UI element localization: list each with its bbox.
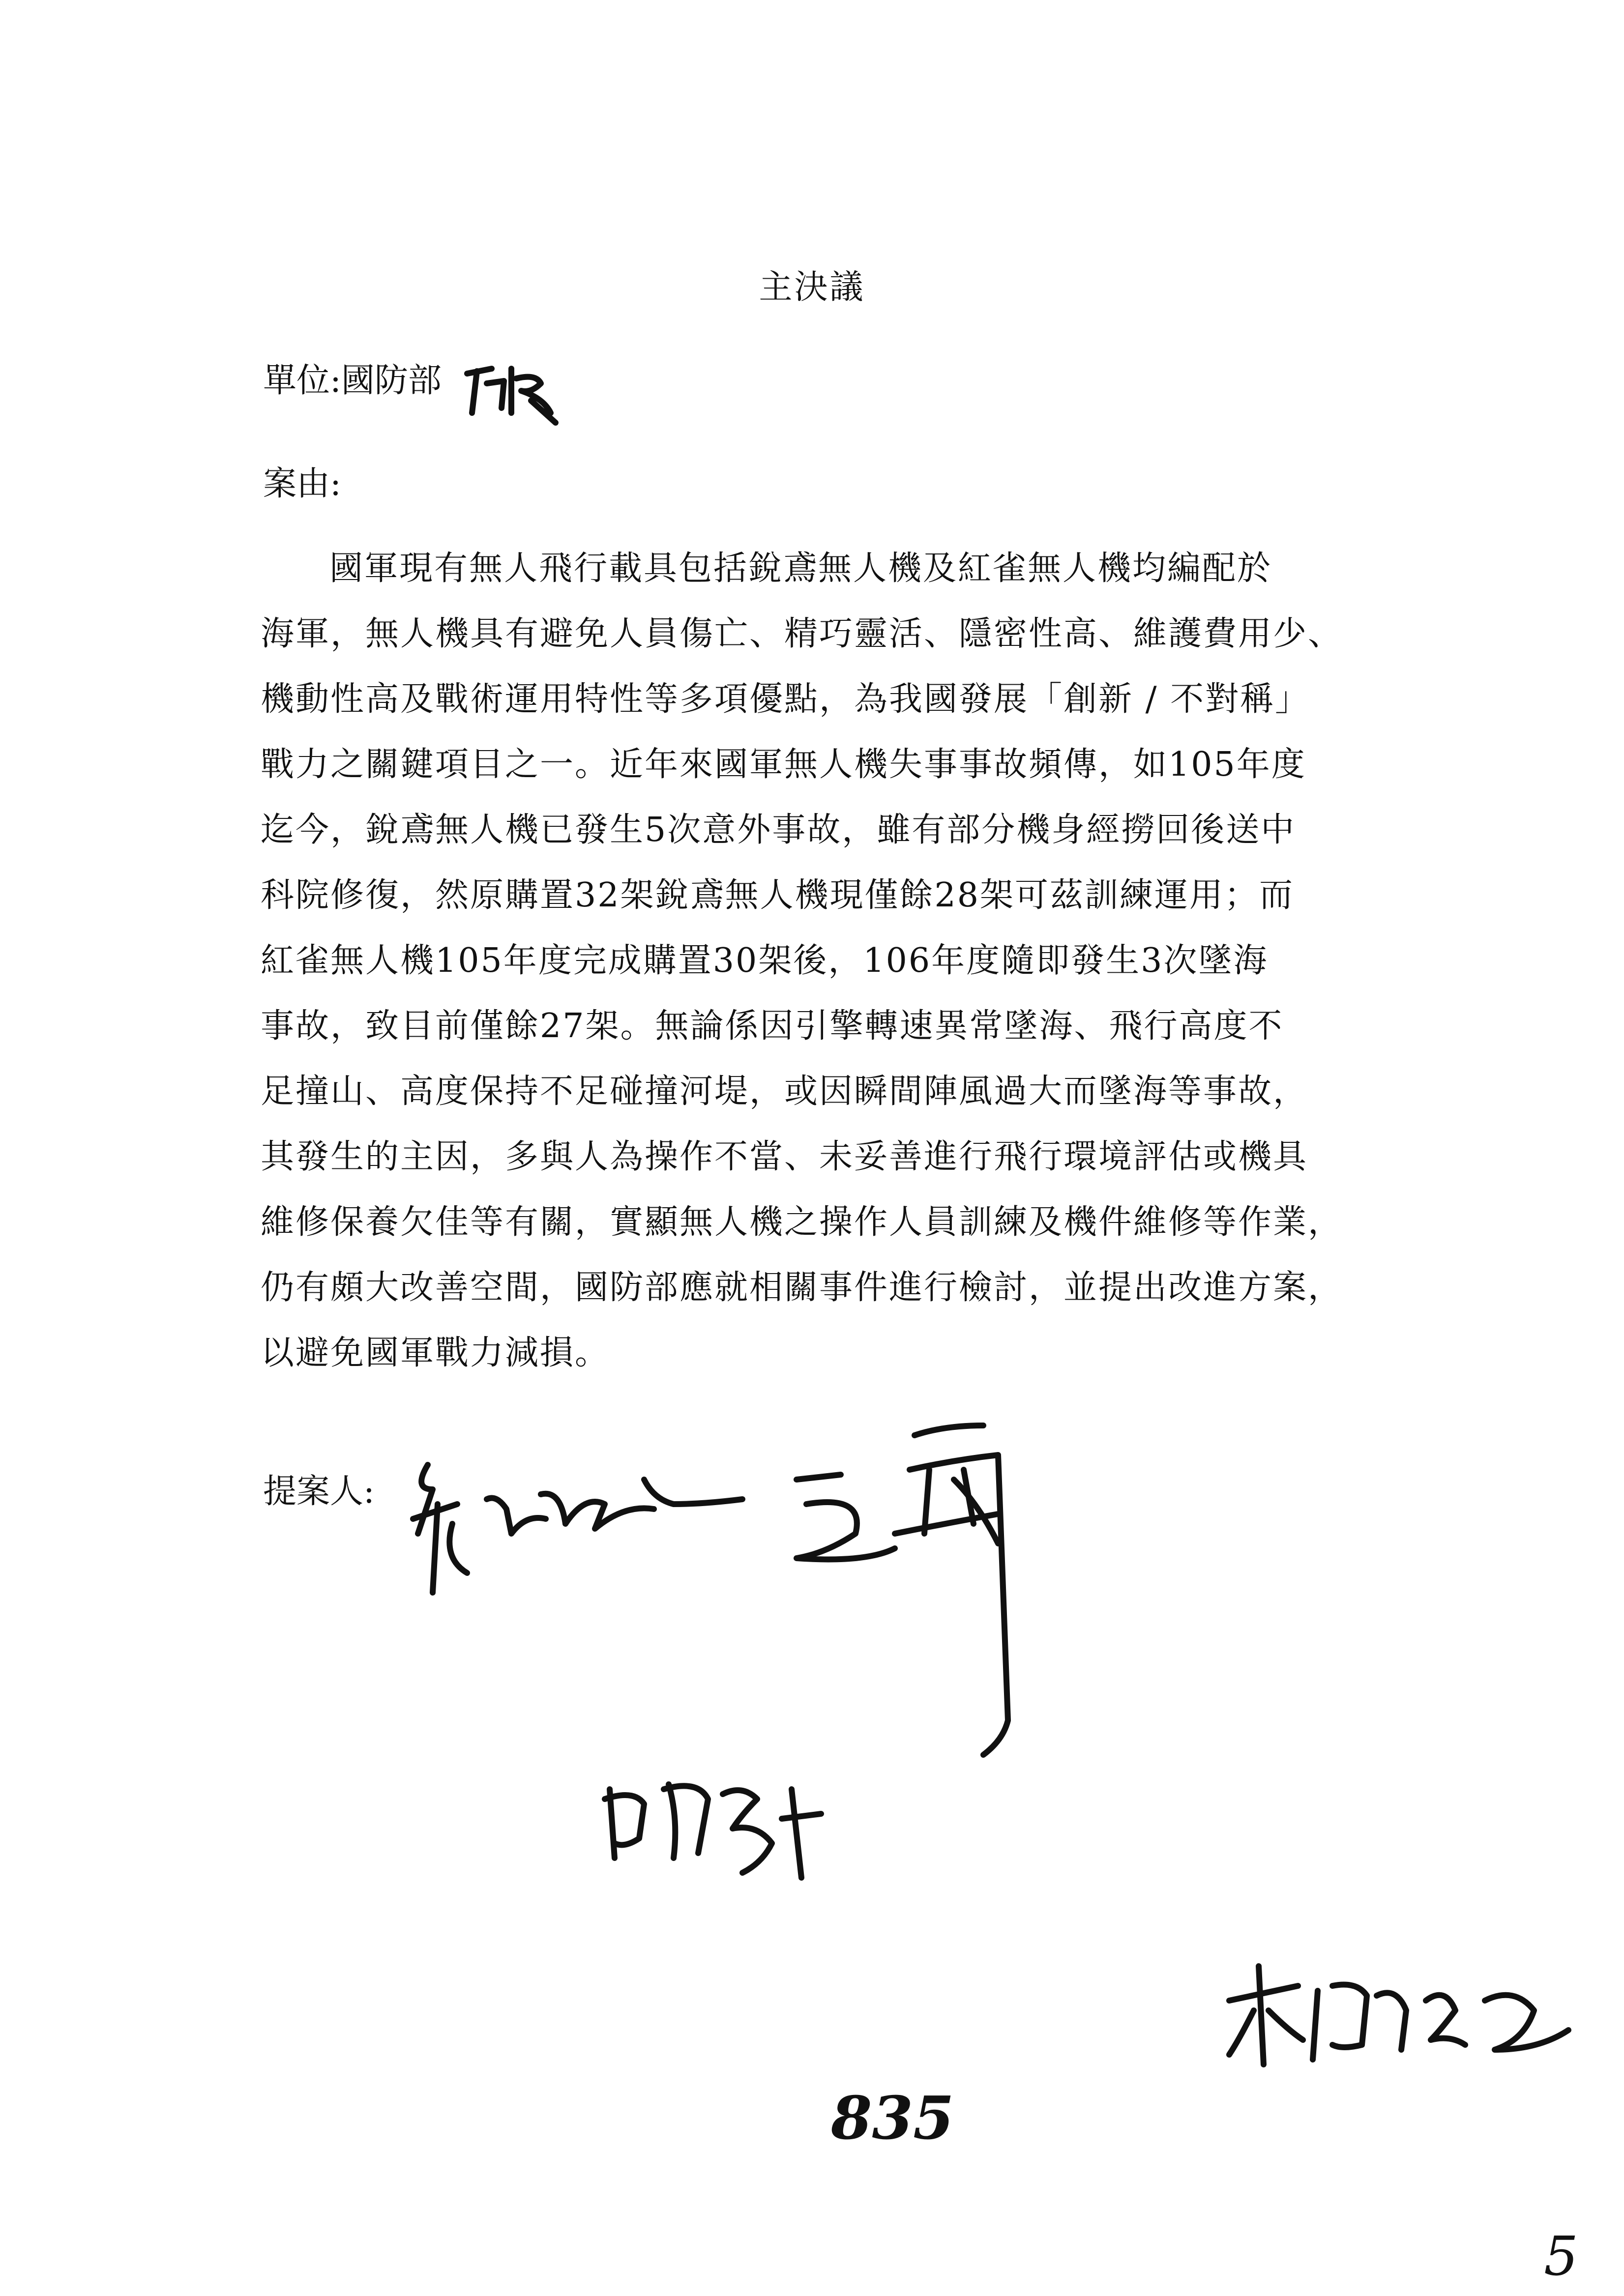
body-line: 足撞山、高度保持不足碰撞河堤，或因瞬間陣風過大而墜海等事故， [261, 1072, 1308, 1111]
signature-2 [767, 1406, 1052, 1779]
body-line: 科院修復，然原購置32架銳鳶無人機現僅餘28架可茲訓練運用；而 [261, 876, 1295, 915]
document-title: 主決議 [759, 268, 865, 307]
body-line: 國軍現有無人飛行載具包括銳鳶無人機及紅雀無人機均編配於 [329, 549, 1272, 588]
handwritten-page-number: 835 [831, 2084, 954, 2153]
body-line: 海軍，無人機具有避免人員傷亡、精巧靈活、隱密性高、維護費用少、 [261, 614, 1343, 653]
body-line: 紅雀無人機105年度完成購置30架後，106年度隨即發生3次墜海 [261, 941, 1269, 980]
proposer-label: 提案人: [263, 1472, 375, 1511]
body-line: 以避免國軍戰力減損。 [261, 1334, 610, 1372]
body-line: 迄今，銳鳶無人機已發生5次意外事故，雖有部分機身經撈回後送中 [261, 811, 1296, 849]
unit-value: 國防部 [341, 361, 442, 400]
signature-4 [1219, 1956, 1573, 2084]
unit-handwritten-mark [457, 354, 575, 428]
body-line: 機動性高及戰術運用特性等多項優點，為我國發展「創新 / 不對稱」 [261, 680, 1310, 719]
signature-3 [595, 1760, 831, 1888]
body-text [261, 536, 1391, 1386]
body-line: 戰力之關鍵項目之一。近年來國軍無人機失事事故頻傳，如105年度 [261, 745, 1306, 784]
body-line: 維修保養欠佳等有關，實顯無人機之操作人員訓練及機件維修等作業， [261, 1203, 1343, 1242]
body-line: 其發生的主因，多與人為操作不當、未妥善進行飛行環境評估或機具 [261, 1137, 1308, 1176]
page-corner-number: 5 [1544, 2225, 1578, 2288]
signature-1 [398, 1445, 752, 1622]
unit-label: 單位: [263, 361, 341, 400]
unit-line [263, 354, 442, 408]
reason-label: 案由: [263, 465, 341, 503]
body-line: 事故，致目前僅餘27架。無論係因引擎轉速異常墜海、飛行高度不 [261, 1007, 1284, 1046]
body-line: 仍有頗大改善空間，國防部應就相關事件進行檢討，並提出改進方案， [261, 1268, 1343, 1307]
